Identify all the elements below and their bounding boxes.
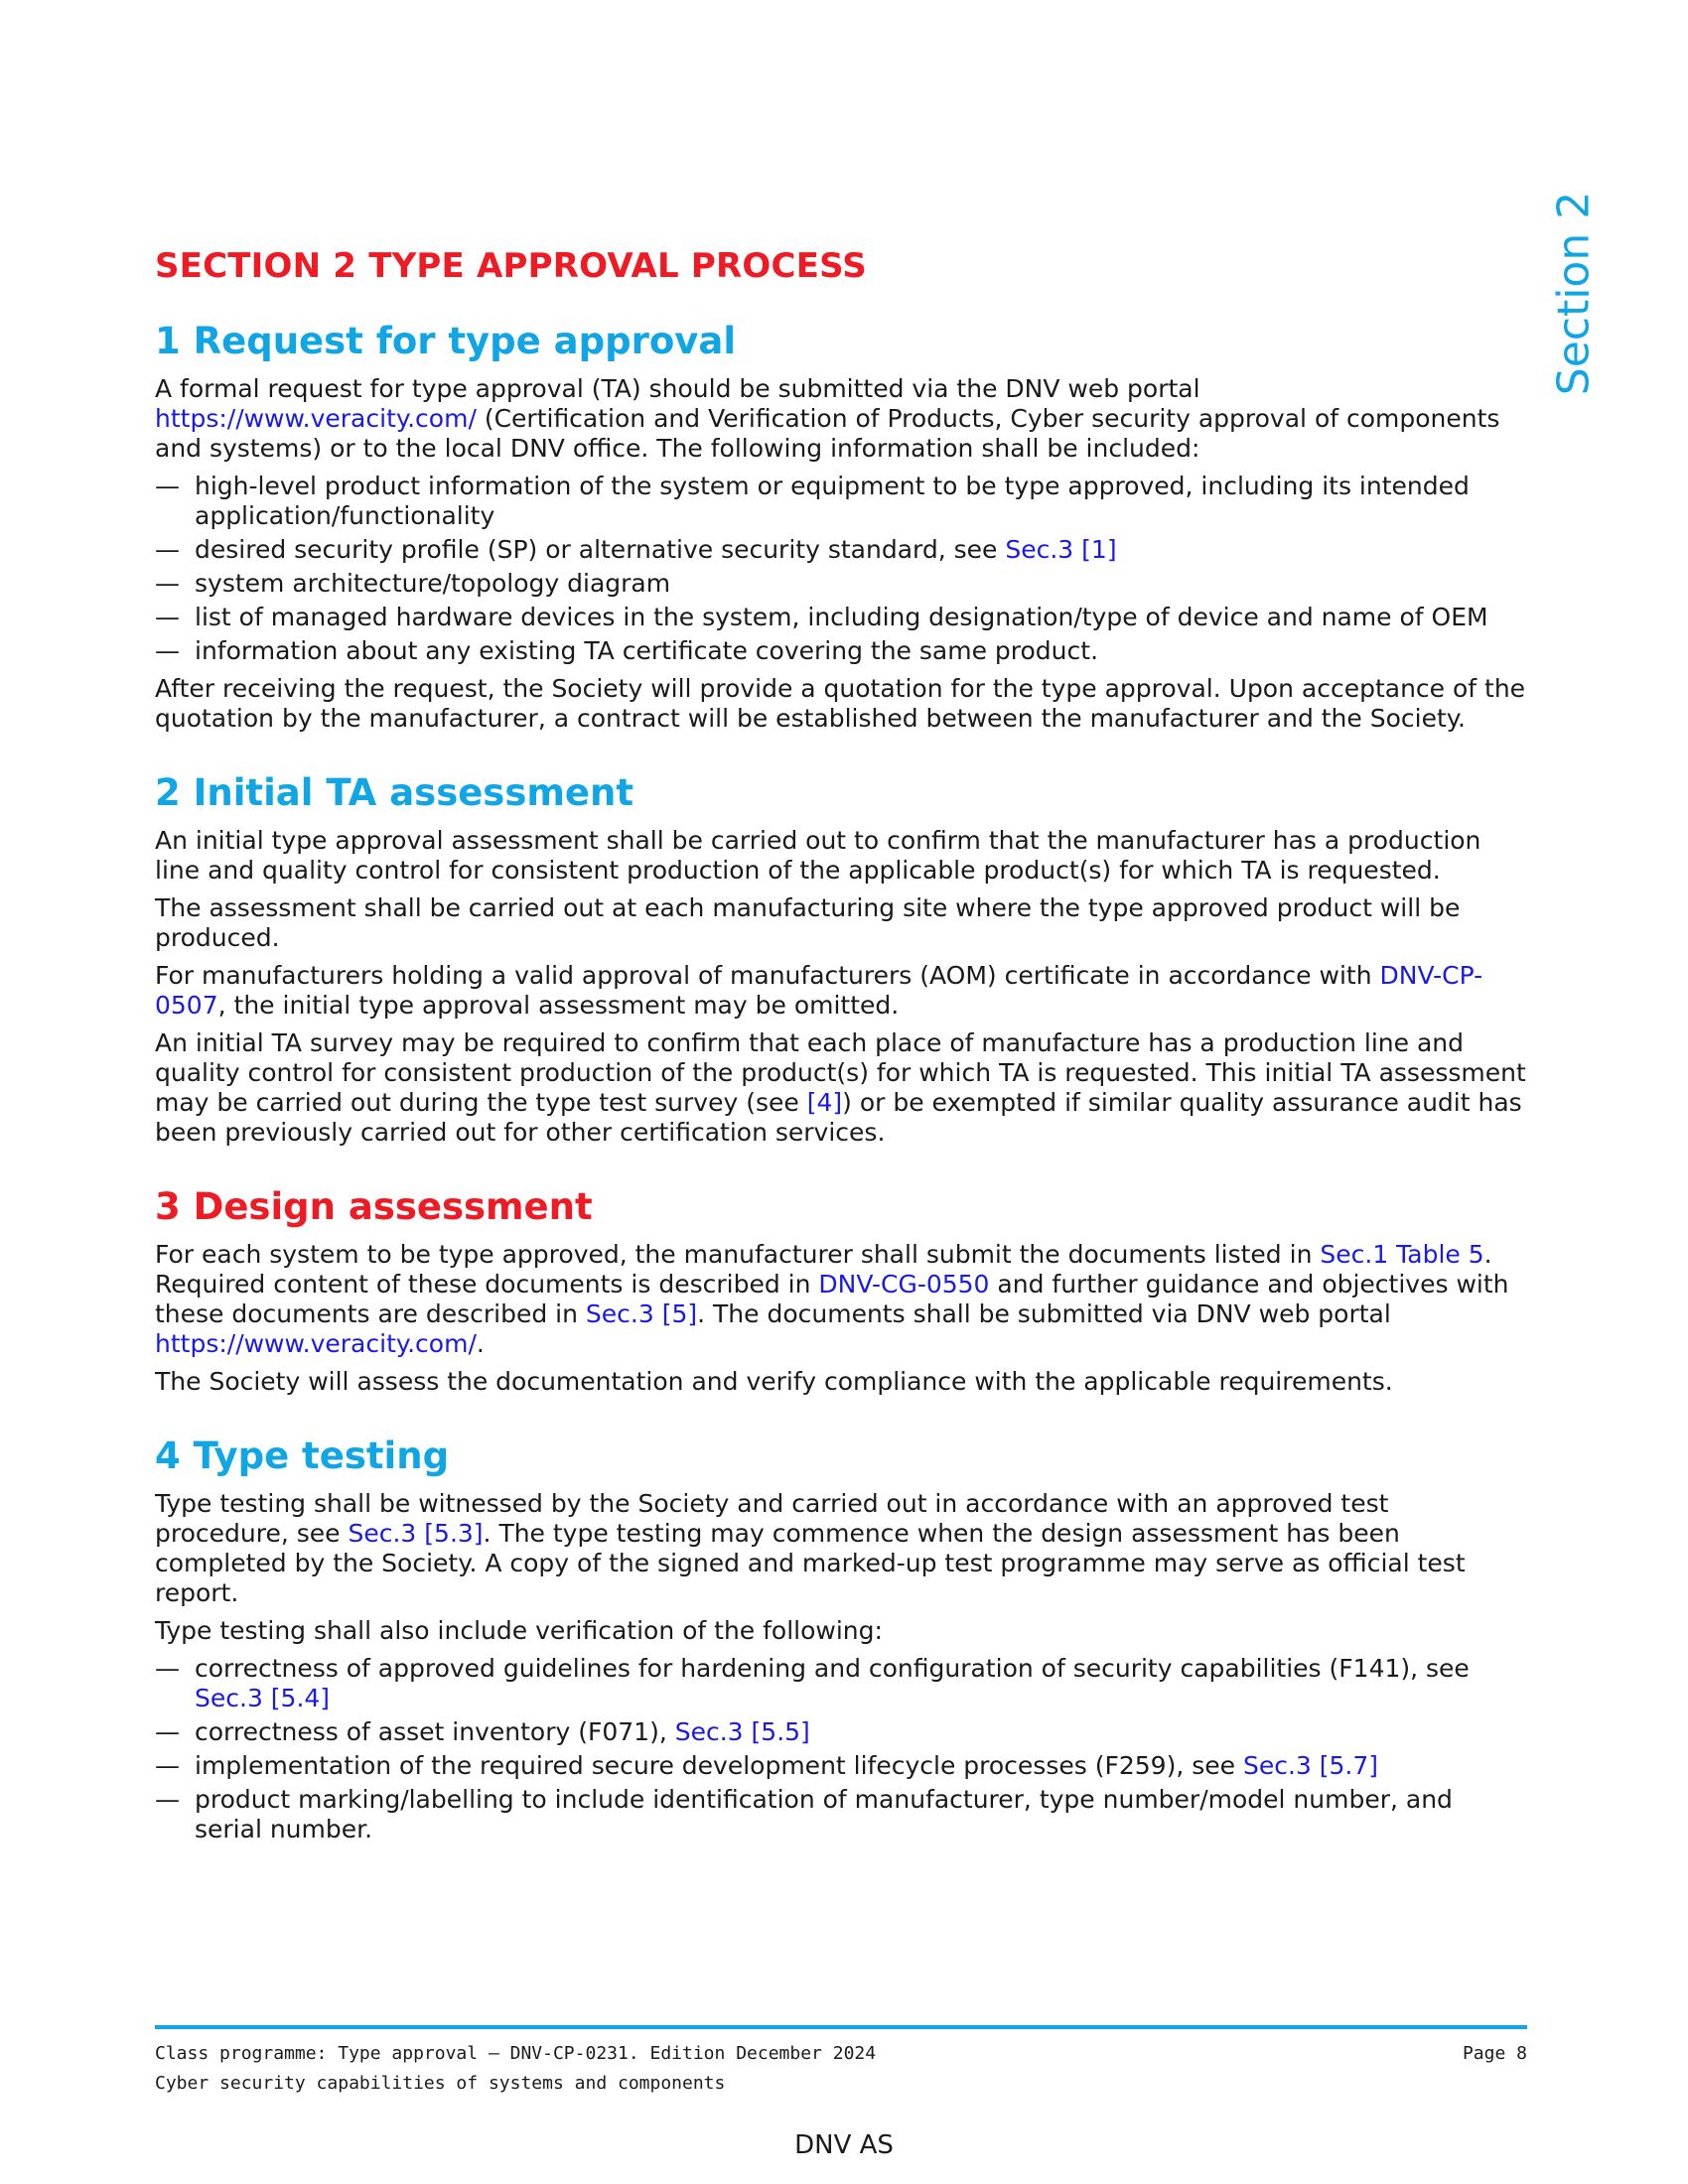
list-item: [155, 603, 1527, 632]
text: list of managed hardware devices in the system, including designation/type of device and name of OEM: [195, 603, 1488, 631]
paragraph: After receiving the request, the Society will provide a quotation for the type approval. Upon acceptance of the quotation by the manufacturer, a contract will be established between the manufacturer and the Society.: [155, 674, 1526, 733]
text: correctness of approved guidelines for hardening and configuration of security capabilities (F141), see: [195, 1654, 1470, 1683]
dnv-cg-0550-link[interactable]: DNV-CG-0550: [818, 1270, 990, 1298]
text: Type testing shall be witnessed by the Society and carried out in accordance with an approved test procedure, see: [155, 1489, 1389, 1548]
dash-bullet: —: [155, 603, 180, 631]
ref-4-link[interactable]: [4]: [806, 1088, 843, 1117]
footer: [155, 2039, 1527, 2099]
list-item: [155, 1785, 1527, 1844]
dash-bullet: —: [155, 535, 180, 564]
footer-divider: [155, 2025, 1527, 2029]
text: . The documents shall be submitted via DNV web portal: [697, 1299, 1391, 1328]
text: system architecture/topology diagram: [195, 569, 671, 598]
text: . Required content of these documents is described in: [155, 1240, 1492, 1298]
text: For each system to be type approved, the manufacturer shall submit the documents listed in: [155, 1240, 1321, 1269]
section-2: [155, 771, 1527, 1148]
page-content: [155, 246, 1527, 1882]
dash-bullet: —: [155, 569, 180, 598]
sec3-1-link[interactable]: Sec.3 [1]: [1005, 535, 1117, 564]
text: information about any existing TA certificate covering the same product.: [195, 636, 1099, 665]
list-item: [155, 569, 1527, 599]
footer-row: [155, 2039, 1527, 2069]
section-3: [155, 1185, 1527, 1397]
sec1-table5-link[interactable]: Sec.1 Table 5: [1320, 1240, 1484, 1269]
text: desired security profile (SP) or alternative security standard, see: [195, 535, 1006, 564]
sec3-5-4-link[interactable]: Sec.3 [5.4]: [195, 1684, 331, 1712]
paragraph: An initial type approval assessment shall be carried out to confirm that the manufacturer has a production line and quality control for consistent production of the applicable product(s) for which TA is requested.: [155, 826, 1481, 885]
dash-bullet: —: [155, 1654, 180, 1683]
section-1: [155, 320, 1527, 734]
paragraph: [155, 961, 1527, 1021]
dash-bullet: —: [155, 1785, 180, 1814]
list-item: [155, 636, 1527, 666]
list-item: [155, 472, 1527, 531]
footer-subtitle: Cyber security capabilities of systems and components: [155, 2073, 726, 2094]
text: correctness of asset inventory (F071),: [195, 1717, 675, 1746]
heading-initial-ta-assessment: 2 Initial TA assessment: [155, 771, 634, 814]
section-side-tab: Section 2: [1548, 191, 1600, 396]
text: An initial TA survey may be required to confirm that each place of manufacture has a production line and quality control for consistent production of the product(s) for which TA is requested. This initial TA assessment may be carried out during the type test survey (see: [155, 1028, 1526, 1117]
sec3-5-7-link[interactable]: Sec.3 [5.7]: [1242, 1751, 1379, 1780]
paragraph: The assessment shall be carried out at each manufacturing site where the type approved product will be produced.: [155, 893, 1461, 952]
paragraph: [155, 1240, 1527, 1359]
text: product marking/labelling to include identification of manufacturer, type number/model number, and serial number.: [195, 1785, 1453, 1843]
section-title: SECTION 2 TYPE APPROVAL PROCESS: [155, 246, 867, 286]
text: For manufacturers holding a valid approval of manufacturers (AOM) certificate in accordance with: [155, 961, 1380, 990]
text: , the initial type approval assessment may be omitted.: [217, 991, 900, 1020]
dash-bullet: —: [155, 636, 180, 665]
dash-bullet: —: [155, 1717, 180, 1746]
dash-bullet: —: [155, 1751, 180, 1780]
heading-design-assessment: 3 Design assessment: [155, 1185, 593, 1228]
sec3-5-link[interactable]: Sec.3 [5]: [585, 1299, 698, 1328]
veracity-link[interactable]: https://www.veracity.com/: [155, 1329, 477, 1358]
veracity-link[interactable]: https://www.veracity.com/: [155, 404, 477, 433]
list-item: [155, 535, 1527, 565]
heading-type-testing: 4 Type testing: [155, 1434, 450, 1477]
text: implementation of the required secure development lifecycle processes (F259), see: [195, 1751, 1243, 1780]
text: ) or be exempted if similar quality assurance audit has been previously carried out for other certification services.: [155, 1088, 1522, 1147]
verification-list: [155, 1654, 1527, 1844]
sec3-5-3-link[interactable]: Sec.3 [5.3]: [348, 1519, 484, 1548]
footer-document-title: Class programme: Type approval — DNV-CP-0231. Edition December 2024: [155, 2043, 877, 2064]
heading-request-type-approval: 1 Request for type approval: [155, 320, 737, 362]
company-name: DNV AS: [794, 2130, 894, 2160]
list-item: [155, 1717, 1527, 1747]
paragraph: [155, 1028, 1527, 1148]
list-item: [155, 1751, 1527, 1781]
paragraph: The Society will assess the documentation and verify compliance with the applicable requirements.: [155, 1367, 1393, 1396]
page-number: Page 8: [1462, 2043, 1527, 2064]
text: . The type testing may commence when the design assessment has been completed by the Society. A copy of the signed and marked-up test programme may serve as official test report.: [155, 1519, 1466, 1607]
text: A formal request for type approval (TA) should be submitted via the DNV web portal: [155, 374, 1200, 403]
text: .: [476, 1329, 485, 1358]
sec3-5-5-link[interactable]: Sec.3 [5.5]: [674, 1717, 810, 1746]
paragraph: [155, 1489, 1527, 1608]
info-list: [155, 472, 1527, 666]
dnv-cp-0507-link[interactable]: DNV-CP-0507: [155, 961, 1483, 1020]
text: and further guidance and objectives with these documents are described in: [155, 1270, 1509, 1328]
text: (Certification and Verification of Products, Cyber security approval of components and systems) or to the local DNV office. The following information shall be included:: [155, 404, 1500, 463]
list-item: [155, 1654, 1527, 1713]
text: high-level product information of the system or equipment to be type approved, including its intended application/functionality: [195, 472, 1470, 530]
dash-bullet: —: [155, 472, 180, 500]
paragraph: Type testing shall also include verification of the following:: [155, 1616, 883, 1645]
paragraph: [155, 374, 1527, 464]
section-4: [155, 1434, 1527, 1844]
